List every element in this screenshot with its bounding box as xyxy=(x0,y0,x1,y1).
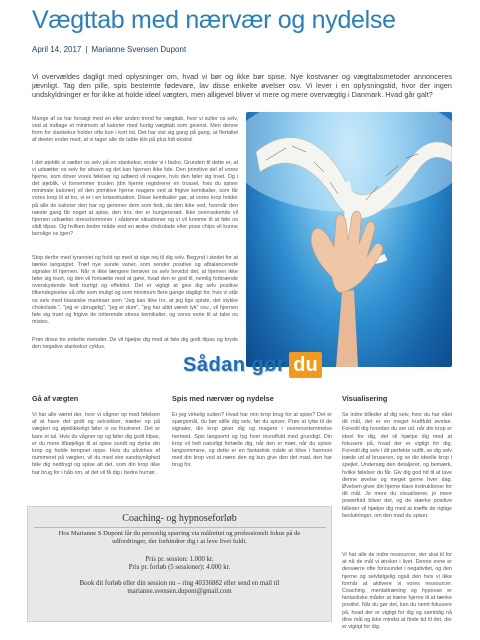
banner-highlight: du xyxy=(289,352,321,378)
coaching-description: Hos Marianne S Dupont får du personlig sparring via målrettet og professionelt fokus på de udfordringer, der forhindrer dig i at leve livet fuldt. xyxy=(58,530,301,545)
body-paragraph-1: Mange af os har forsøgt med en eller anden trend for vægttab, hvor vi sulter os selv, ved at indtage et minimum af kalorier med hurtig vægttab som gevinst. Men denne form for slankekur holder ofte kun i kort tid. Det har vist sig gang på gang, at flertallet af deeter ender med, at vi tager alle de tabte kilo på plus lidt ekstra! xyxy=(32,116,238,144)
price-per-session: Pris pr. session: 1.000 kr. xyxy=(145,556,214,563)
section-body-mindful-eating: Er jeg virkelig sulten? Hvad har min krop brug for at spise? Det er spørgsmål, du bør stille dig selv, før du spiser. Prøv at lytte til de signaler, din krop giver dig og reagere i overensstemmelse hermed. Spis langsomt og tyg hver mundfuld med grundigt. Din krop vil helt naturligt fortælle dig, når den er mæt, når du spiser langsommere, og dette er en fantastisk måde at blive i harmoni med din krop ved at nære den og kun give den det mad, den har brug for. xyxy=(172,412,332,469)
byline-separator: | xyxy=(85,45,88,54)
section-body-visualisation-2: Vi har alle de indre ressourcer, der skal til for at nå de mål vi ønsker i livet. Denne evne er desværre ofte forsvundet i negativitet, og den hjerne og selvfølgelig også den hvis vi ikke formår at aktivere vi vores ressourcer. Coaching, mentaltræning og hypnose er fantastiske måder at træne hjerne til at tænke positivt. Når du gør det, kan du nemt fokusere på, hvad der er vigtigt for dig og samtidig nå dine mål og ikke mindst at finde tid til det, der er vigtigt for dig. xyxy=(342,552,452,631)
publish-date: April 14, 2017 xyxy=(32,45,82,54)
body-paragraph-2: I det øjeblik vi sætter os selv på en slankekur, ender vi i fasko. Grunden til dette er, at vi udsætter os selv for afsavn og det kan hjernen ikke lide. Den primitive del af vores hjerne, som driver vores følelser og adfærd vil reagere, hvis den føler sig truet. Og i det øjeblik, vi fornemmer truslen (din hjerne registrerer en trussel, hvis du spiser minimale kalorier) vil den primitive hjerne reagere ved at frigive kemikalier, som får vores krop til at tro, vi er i en krisesituation. Disse kemikalier gør, at vores krop holder på alle de kalorier den har og gemmer dem som fedt, da den ikke ved, hvornår den næste gang får noget at spise, den tror, der er hungersnød. Ikke overraskende vil hjernen udsætter stresshormoner i sådanne situationer og vi vil komme til at føle os slidt tilpas. Og hvilken bedre måde end en æske chokolade eller pose chips vil kunne berolige os igen? xyxy=(32,160,238,237)
coaching-title: Coaching- og hypnoseforløb xyxy=(122,513,237,524)
section-body-scale: Vi har alle været der, hvor vi vågner op med følelsen af at have det godt og selvsikker, træder op på vægten og øjeblikkeligt føler vi os frustreret. Det er bare et tal. Hvis du vågner op og føler dig godt tilpas, er du mere tilbøjelige til at spise sundt og dyrke din krop og holde tempoet oppe. Hvis du påvirkes af nummeret på vægten, vil du med stor sandsynlighed føle dig nedtrygt og spise alt det, som din krop ikke har brug for i håb om, at det vil få dig i bedre humør. xyxy=(32,412,160,476)
byline xyxy=(32,45,186,54)
article-title: Vægttab med nærvær og nydelse xyxy=(32,6,396,34)
body-paragraph-4: Prøv disse tre enkelte metoder. De vil hjælpe dig med at føle dig godt tilpas og bryde den negative slankekur cyklus. xyxy=(32,337,238,351)
coaching-prices xyxy=(27,556,332,573)
price-per-course: Pris pr. forløb (5 sessioner): 4.000 kr. xyxy=(128,564,231,572)
author-name: Marianne Svensen Dupont xyxy=(91,45,187,54)
section-heading-scale: Gå af vægten xyxy=(32,394,79,403)
body-paragraph-3: Stop derfor med tyranniet og hold op med at sige nej til dig selv. Begynd i stedet for at tænke langsigtet. Træf nye sunde vaner, som sender positive og afbalancerede signaler til hjernen. Når vi ikke længere berøver os selv bevidst det, at hjernen ikke føler sig truet, og den vil fortsætte med at gøre, hvad den er god til, nemlig forbrænde overskydende fedt hurtigt og effektivt. Det er vigtigt at give dig selv positive tilkendegivelse så ofte som muligt og som minimum flere gange dagligt for, hvis vi står os selv med klassiske mantraer som "Jeg kan ikke tro, at jeg lige spiste, det stykke chokolade.", "jeg er ubrugelig", "jeg er dum", "jeg har altid været tyk" osv., vil hjernen føle sig truet og frigive de irriterende stress kemikalier, og vores evne til at tabe os mistes. xyxy=(32,255,238,325)
hand-measuring-tape-photo xyxy=(246,112,452,367)
intro-paragraph: Vi overvældes dagligt med oplysninger om, hvad vi bør og ikke bør spise. Nye kostvaner og vægttabsmetoder annonceres jævnligt. Tag den pille, spis bestemte fødevare, lav disse enkelte øvelser osv. Vi lever i en oplysningstid, hvor der ingen undskyldninger er for ikke at holde ideel vægten, men alligevel bliver vi mere og mere overvægtig i Danmark. Hvad går galt? xyxy=(32,72,452,100)
how-to-banner xyxy=(183,350,322,380)
booking-info[interactable]: Book dit forløb eller din session nu – ring 40336882 eller send en mail til marianne.svensen.dupont@gmail.com xyxy=(79,580,280,596)
divider xyxy=(34,527,326,528)
section-heading-visualisation: Visualisering xyxy=(342,394,388,403)
section-heading-mindful-eating: Spis med nærvær og nydelse xyxy=(172,394,274,403)
section-body-visualisation: Se indre billeder af dig selv, hvor du har nået dit mål, det er en meget kraftfuld øvelse. Forestil dig hvordan du ser ud, når din krop er ideel for dig, det vil hjælpe dig med at fokusere på, hvad der er vigtigt for dig. Forestil dig selv i dit perfekte outfit, se dig selv træde ud af bruseren, og se din ideelle krop i spejlet. Undersøg den detaljeret, og bemærk, hvilke følelser du får. Giv dig god tid til at lave denne øvelse og meget gerne hver dag. Øvelsen giver din hjerne klare instruktioner for dit mål. Jo mere du visualiserer, jo mere powerfuld bliver det, og de stærke positive billeder vil hjælpe dig med at træffe de rigtige beslutninger, om den mad du spiser. xyxy=(342,412,452,519)
hero-illustration xyxy=(246,112,452,367)
banner-text: Sådan gør xyxy=(183,353,286,376)
